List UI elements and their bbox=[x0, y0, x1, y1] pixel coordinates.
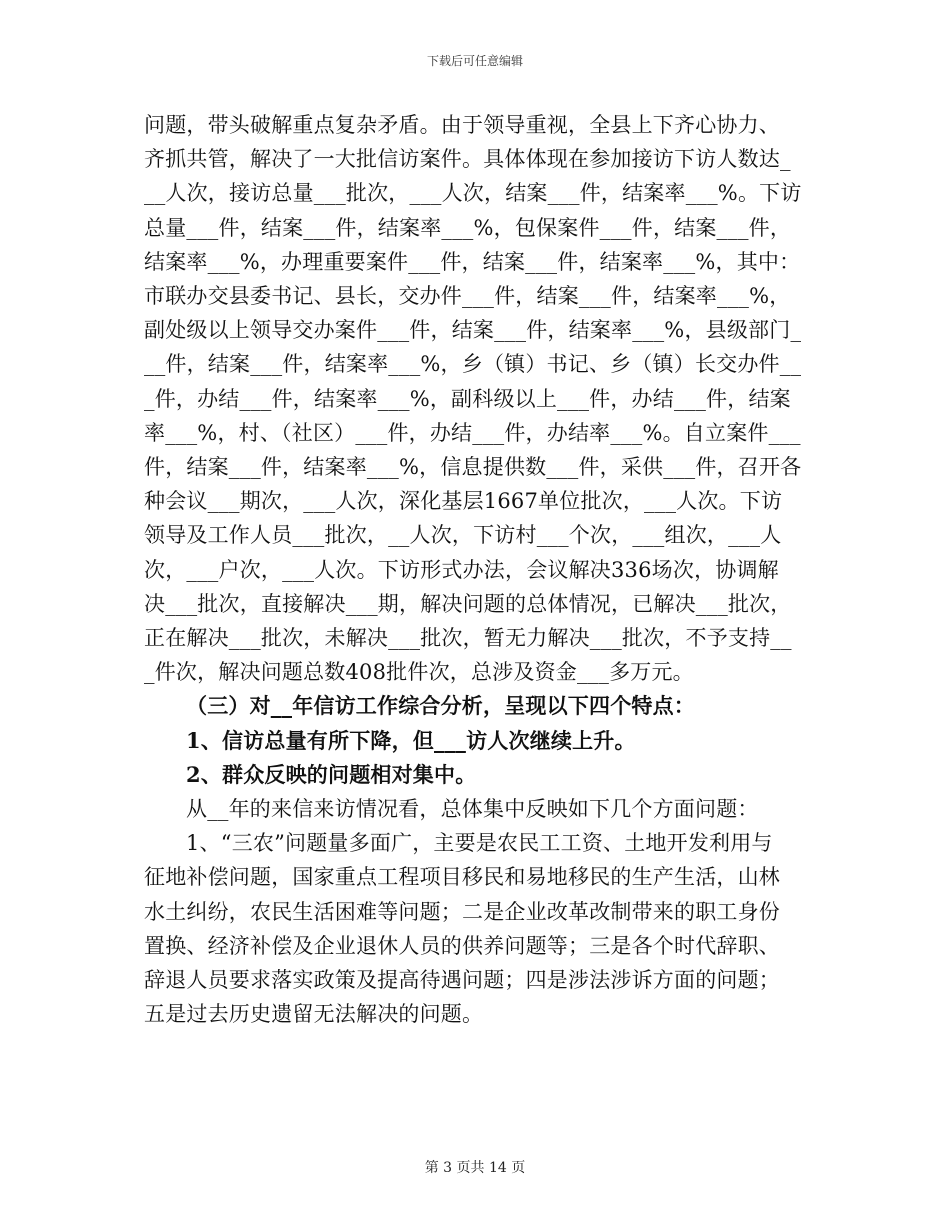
body-line: __人次，接访总量___批次，___人次，结案___件，结案率___%。下访 bbox=[144, 181, 802, 206]
body-line: 齐抓共管，解决了一大批信访案件。具体体现在参加接访下访人数达_ bbox=[144, 147, 791, 172]
body-line: 率___%，村、（社区）___件，办结___件，办结率___%。自立案件___ bbox=[144, 420, 801, 445]
body-line: __件，结案___件，结案率___%，乡（镇）书记、乡（镇）长交办件__ bbox=[144, 352, 802, 377]
body-line: 总量___件，结案___件，结案率___%，包保案件___件，结案___件， bbox=[144, 215, 792, 240]
body-line: 种会议___期次，___人次，深化基层1667单位批次，___人次。下访 bbox=[144, 489, 783, 514]
point-heading: 1、信访总量有所下降，但___访人次继续上升。 bbox=[186, 727, 636, 753]
body-line: 问题，带头破解重点复杂矛盾。由于领导重视，全县上下齐心协力、 bbox=[144, 113, 780, 137]
body-line: 正在解决___批次，未解决___批次，暂无力解决___批次，不予支持__ bbox=[144, 626, 792, 651]
body-line: 征地补偿问题，国家重点工程项目移民和易地移民的生产生活，山林 bbox=[144, 865, 780, 890]
body-line: 五是过去历史遗留无法解决的问题。 bbox=[144, 1002, 484, 1027]
page-header: 下载后可任意编辑 bbox=[426, 54, 523, 68]
body-line: _件次，解决问题总数408批件次，总涉及资金___多万元。 bbox=[144, 660, 694, 685]
body-line: 决___批次，直接解决___期，解决问题的总体情况，已解决___批次， bbox=[144, 591, 792, 616]
page-footer: 第 3 页共 14 页 bbox=[424, 1160, 526, 1176]
body-line: 1、“三农”问题量多面广，主要是农民工工资、土地开发利用与 bbox=[186, 831, 773, 856]
point-heading: 2、群众反映的问题相对集中。 bbox=[186, 761, 477, 787]
body-line: 领导及工作人员___批次，__人次，下访村___个次，___组次，___人 bbox=[144, 523, 782, 548]
section-heading: （三）对__年信访工作综合分析，呈现以下四个特点： bbox=[186, 693, 695, 719]
body-line: 辞退人员要求落实政策及提高待遇问题；四是涉法涉诉方面的问题； bbox=[144, 968, 780, 993]
body-line: 副处级以上领导交办案件___件，结案___件，结案率___%，县级部门_ bbox=[144, 318, 802, 343]
paragraph-intro: 从__年的来信来访情况看，总体集中反映如下几个方面问题： bbox=[186, 797, 759, 822]
body-line: 结案率___%，办理重要案件___件，结案___件，结案率___%，其中： bbox=[144, 249, 801, 274]
body-line: 次，___户次，___人次。下访形式办法，会议解决336场次，协调解 bbox=[144, 557, 779, 582]
body-line: 市联办交县委书记、县长，交办件___件，结案___件，结案率___%， bbox=[144, 284, 791, 309]
body-line: 置换、经济补偿及企业退休人员的供养问题等；三是各个时代辞职、 bbox=[144, 933, 780, 958]
body-line: 件，结案___件，结案率___%，信息提供数___件，采供___件，召开各 bbox=[144, 455, 802, 480]
body-line: _件，办结___件，结案率___%，副科级以上___件，办结___件，结案 bbox=[144, 386, 791, 411]
document-body bbox=[144, 108, 804, 1031]
body-line: 水土纠纷，农民生活困难等问题；二是企业改革改制带来的职工身份 bbox=[144, 899, 780, 924]
